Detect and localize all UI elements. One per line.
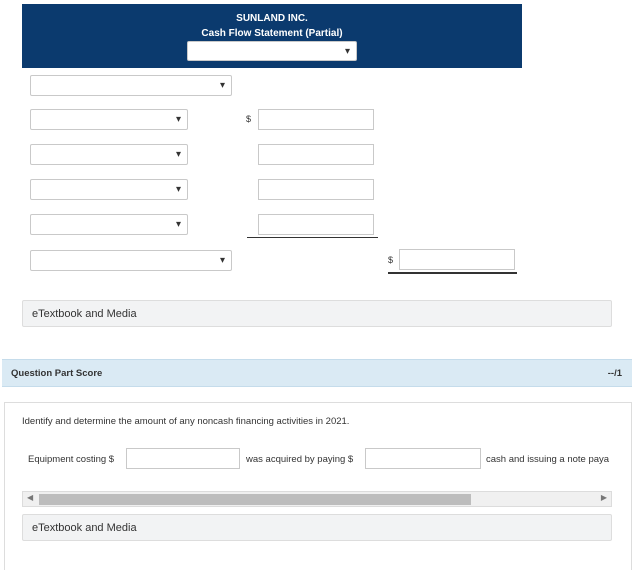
- etextbook-media-link[interactable]: [22, 300, 612, 327]
- total-amount-input[interactable]: [399, 249, 515, 270]
- cash-paid-input[interactable]: [365, 448, 481, 469]
- chevron-down-icon: ▾: [175, 149, 181, 160]
- question-card: [4, 402, 632, 570]
- subtotal-rule: [247, 237, 378, 238]
- etextbook-label: eTextbook and Media: [32, 308, 137, 320]
- statement-header: [22, 4, 522, 68]
- section-select[interactable]: [30, 75, 232, 96]
- chevron-down-icon: ▾: [175, 184, 181, 195]
- amount-input-1[interactable]: [258, 109, 374, 130]
- scroll-left-icon[interactable]: ◀: [27, 493, 34, 502]
- amount-input-4[interactable]: [258, 214, 374, 235]
- amount-input-3[interactable]: [258, 179, 374, 200]
- cash-note-label: cash and issuing a note paya: [486, 454, 610, 465]
- question-prompt: Identify and determine the amount of any noncash financing activities in 2021.: [22, 416, 350, 427]
- line-item-select-4[interactable]: [30, 214, 188, 235]
- score-label: Question Part Score: [11, 368, 103, 379]
- dollar-sign: $: [388, 255, 394, 265]
- chevron-down-icon: ▾: [175, 219, 181, 230]
- total-label-select[interactable]: [30, 250, 232, 271]
- chevron-down-icon: ▾: [219, 80, 225, 91]
- etextbook-label: eTextbook and Media: [32, 522, 137, 534]
- chevron-down-icon: ▾: [219, 255, 225, 266]
- was-acquired-label: was acquired by paying $: [246, 454, 354, 465]
- chevron-down-icon: ▾: [175, 114, 181, 125]
- scrollbar-thumb[interactable]: [39, 494, 471, 505]
- total-double-rule: [388, 272, 517, 274]
- equipment-costing-label: Equipment costing $: [28, 454, 115, 465]
- score-value: --/1: [607, 368, 622, 379]
- line-item-select-1[interactable]: [30, 109, 188, 130]
- line-item-select-2[interactable]: [30, 144, 188, 165]
- scroll-right-icon[interactable]: ▶: [600, 493, 607, 502]
- amount-input-2[interactable]: [258, 144, 374, 165]
- statement-title: Cash Flow Statement (Partial): [201, 28, 343, 39]
- line-item-select-3[interactable]: [30, 179, 188, 200]
- etextbook-media-link[interactable]: [22, 514, 612, 541]
- period-select[interactable]: [187, 41, 357, 61]
- chevron-down-icon: ▾: [344, 46, 350, 57]
- equipment-cost-input[interactable]: [126, 448, 240, 469]
- question-part-score-bar: [2, 359, 632, 387]
- horizontal-scrollbar[interactable]: [22, 491, 612, 507]
- dollar-sign: $: [246, 114, 252, 124]
- company-name: SUNLAND INC.: [236, 13, 308, 24]
